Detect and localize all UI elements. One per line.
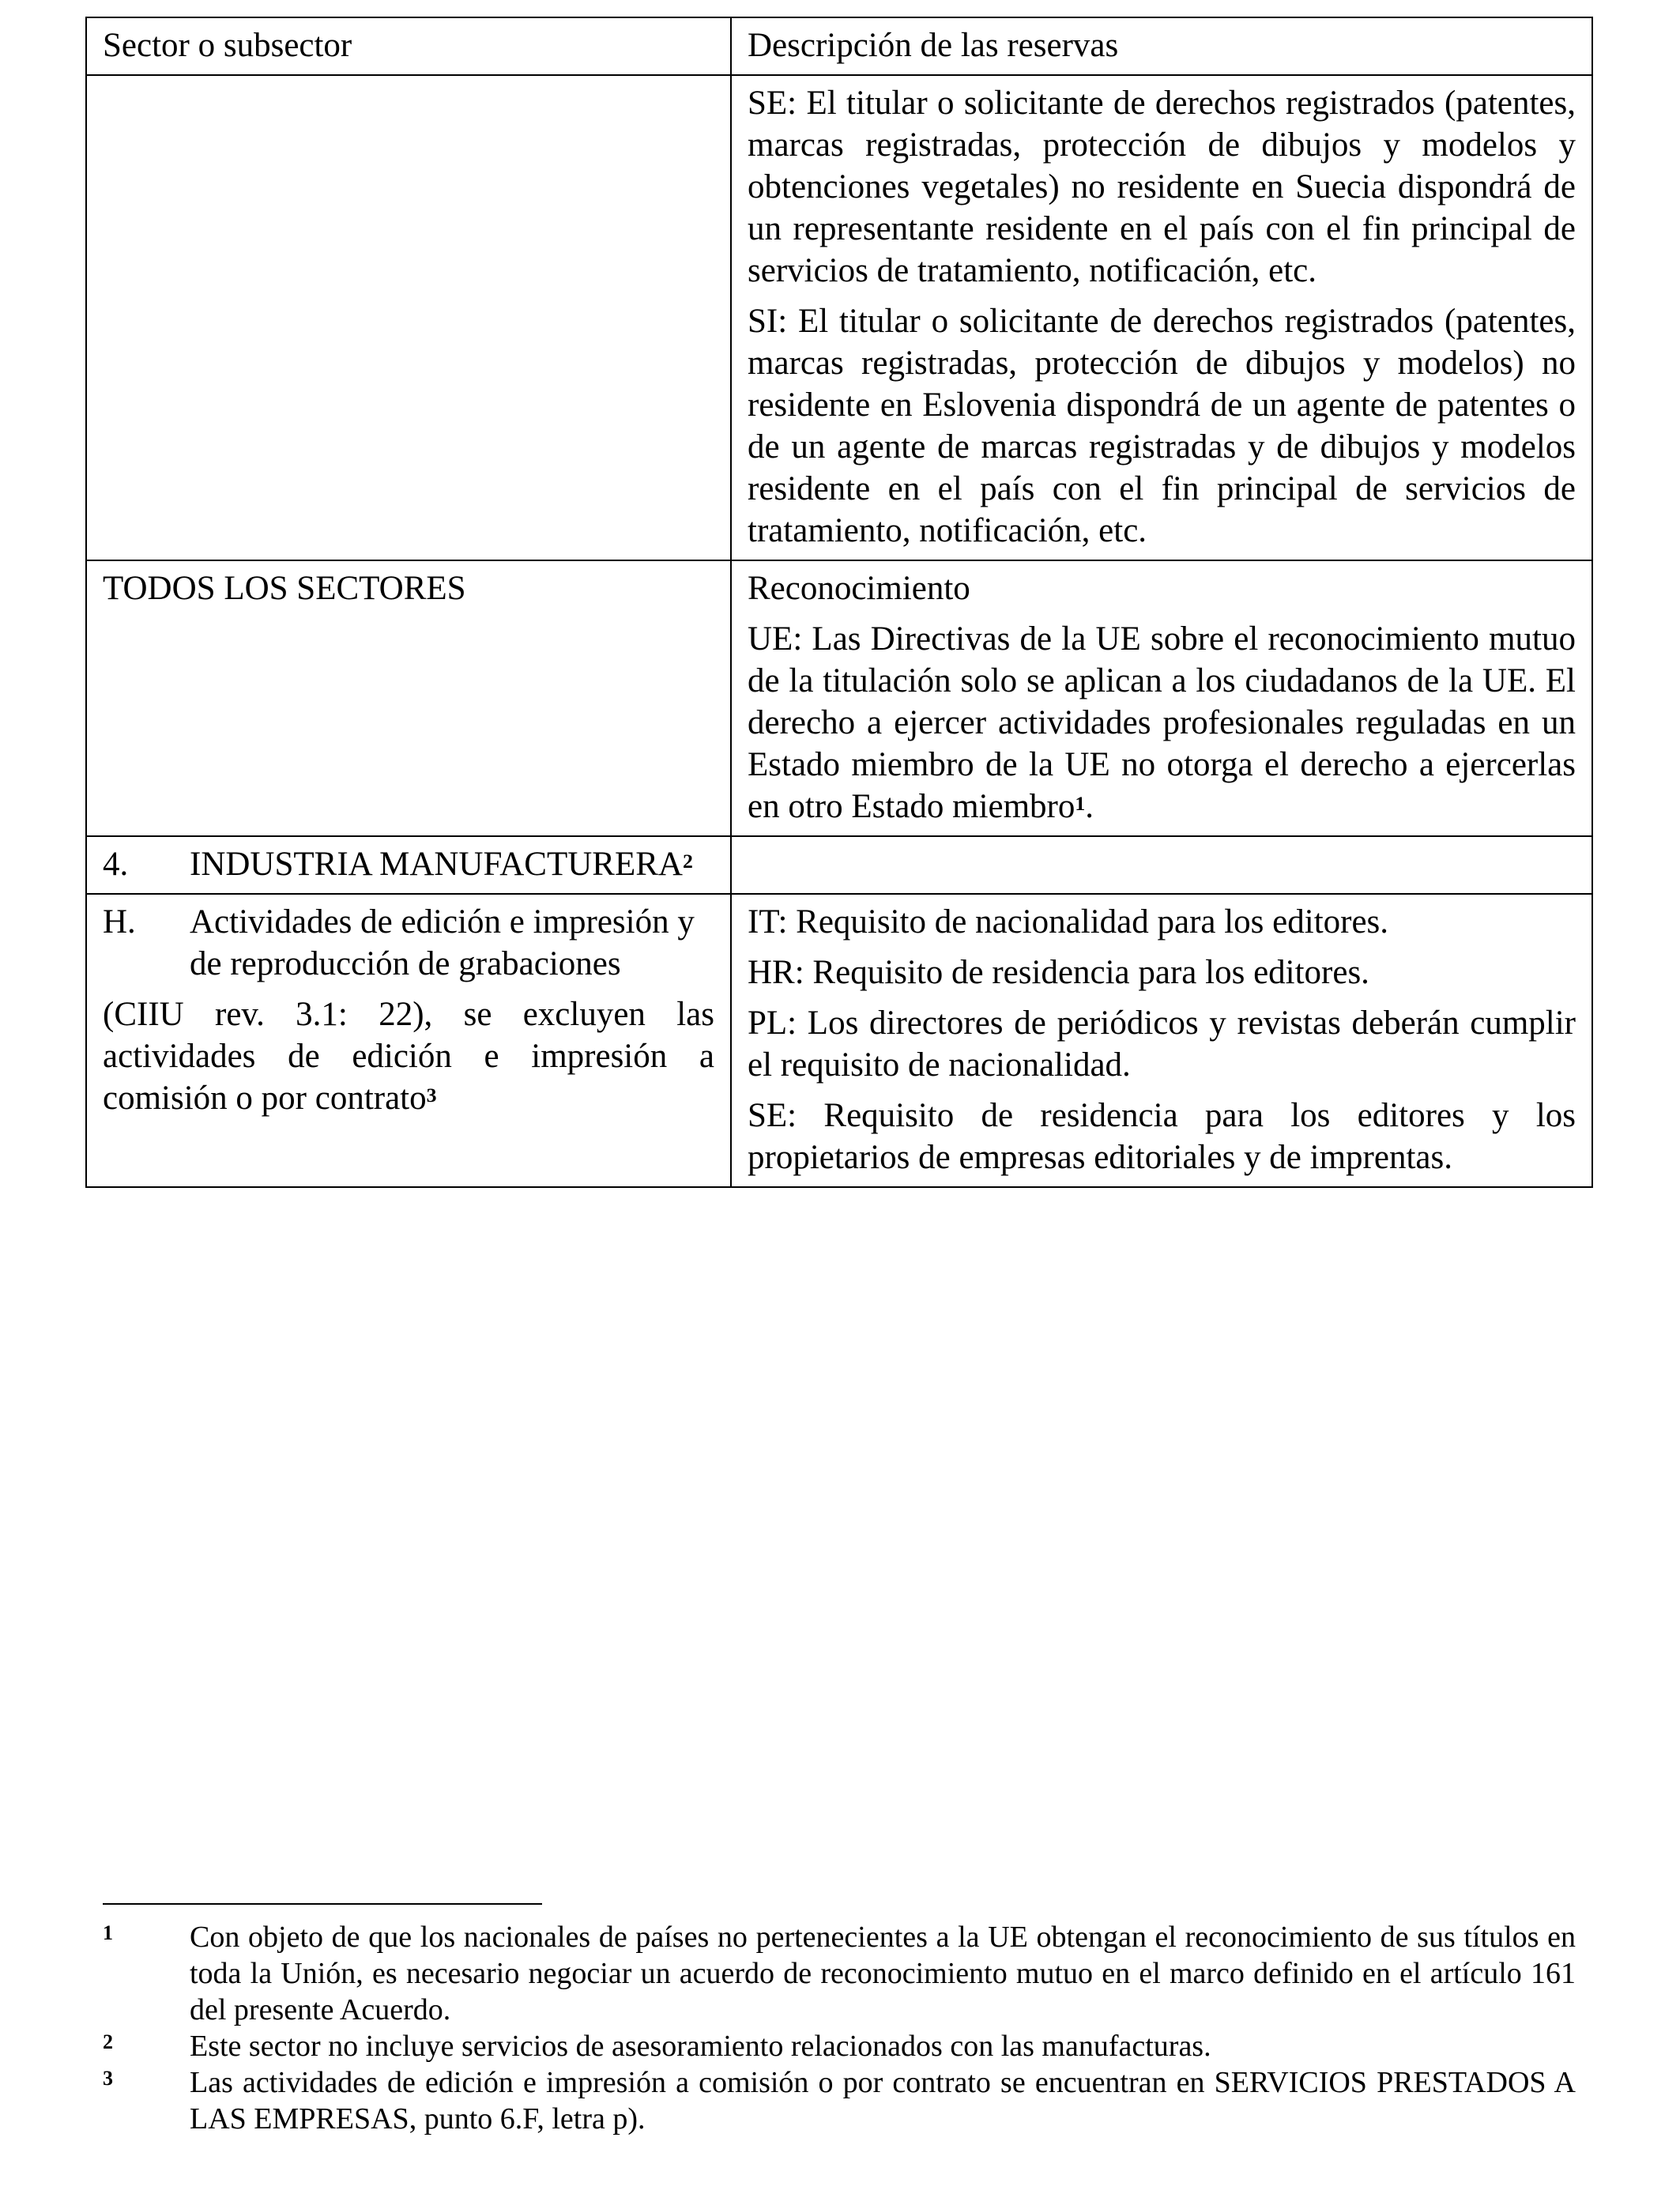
reservation-hr: HR: Requisito de residencia para los editores.	[748, 954, 1369, 991]
footnote-text: Con objeto de que los nacionales de países no pertenecientes a la UE obtengan el reconocimiento de sus títulos en toda la Unión, es necesario negociar un acuerdo de reconocimiento mutuo en el marco definido en el artículo 161 del presente Acuerdo.	[190, 1921, 1576, 2026]
footnotes	[103, 1919, 1576, 2137]
description-cell	[731, 560, 1592, 836]
subsector-text: Actividades de edición e impresión y de reproducción de grabaciones	[190, 903, 695, 982]
footnote-mark: 1	[103, 1921, 113, 1944]
footnote-ref-2[interactable]: 2	[682, 849, 693, 873]
sector-text: INDUSTRIA MANUFACTURERA	[190, 846, 683, 883]
sector-number: 4.	[103, 846, 129, 883]
header-description	[731, 17, 1592, 75]
description-cell	[731, 894, 1592, 1187]
sector-text: TODOS LOS SECTORES	[103, 570, 466, 607]
footnote-3	[103, 2064, 1576, 2137]
sector-cell	[86, 894, 731, 1187]
footnote-text: Este sector no incluye servicios de asesoramiento relacionados con las manufacturas.	[190, 2030, 1211, 2063]
reservations-table	[85, 17, 1593, 1188]
header-sector	[86, 17, 731, 75]
sector-cell	[86, 560, 731, 836]
reservation-ue-text: UE: Las Directivas de la UE sobre el reconocimiento mutuo de la titulación solo se aplican a los ciudadanos de la UE. El derecho a ejercer actividades profesionales reguladas en un Estado miembro de la UE no otorga el derecho a ejercerlas en otro Estado miembro	[748, 620, 1576, 825]
subsector-heading	[103, 901, 714, 985]
reservation-ue-end: .	[1085, 788, 1094, 825]
reservation-it: IT: Requisito de nacionalidad para los editores.	[748, 903, 1389, 941]
table-header-row	[86, 17, 1592, 75]
description-cell	[731, 836, 1592, 894]
reservation-pl: PL: Los directores de periódicos y revistas deberán cumplir el requisito de nacionalidad.	[748, 1005, 1576, 1084]
sector-cell	[86, 836, 731, 894]
footnote-2	[103, 2028, 1576, 2064]
subsector-letter: H.	[103, 903, 136, 941]
reservation-ue	[748, 618, 1576, 827]
table-row	[86, 894, 1592, 1187]
reservation-se: SE: El titular o solicitante de derechos registrados (patentes, marcas registradas, protección de dibujos y modelos y obtenciones vegetales) no residente en Suecia dispondrá de un representante residente en el país con el fin principal de servicios de tratamiento, notificación, etc.	[748, 85, 1576, 289]
sector-heading	[103, 843, 714, 885]
footnote-ref-1[interactable]: 1	[1075, 791, 1086, 815]
footnote-1	[103, 1919, 1576, 2028]
subsector-note-text: (CIIU rev. 3.1: 22), se excluyen las actividades de edición e impresión a comisión o por contrato	[103, 996, 714, 1117]
footnote-ref-3[interactable]: 3	[426, 1083, 437, 1106]
footnote-separator	[103, 1903, 542, 1905]
footnote-text: Las actividades de edición e impresión a comisión o por contrato se encuentran en SERVICIOS PRESTADOS A LAS EMPRESAS, punto 6.F, letra p).	[190, 2066, 1576, 2136]
reservation-se-publishers: SE: Requisito de residencia para los editores y los propietarios de empresas editoriales y de imprentas.	[748, 1097, 1576, 1176]
footnote-mark: 3	[103, 2067, 113, 2090]
table-row	[86, 560, 1592, 836]
header-description-text: Descripción de las reservas	[748, 27, 1119, 64]
table-row	[86, 836, 1592, 894]
footnote-mark: 2	[103, 2030, 113, 2053]
reservation-si: SI: El titular o solicitante de derechos registrados (patentes, marcas registradas, protección de dibujos y modelos) no residente en Eslovenia dispondrá de un agente de patentes o de un agente de marcas registradas y de dibujos y modelos residente en el país con el fin principal de servicios de tratamiento, notificación, etc.	[748, 303, 1576, 549]
header-sector-text: Sector o subsector	[103, 27, 352, 64]
sector-cell	[86, 75, 731, 560]
subsector-note	[103, 993, 714, 1119]
table-row	[86, 75, 1592, 560]
description-cell	[731, 75, 1592, 560]
reservation-heading: Reconocimiento	[748, 570, 970, 607]
